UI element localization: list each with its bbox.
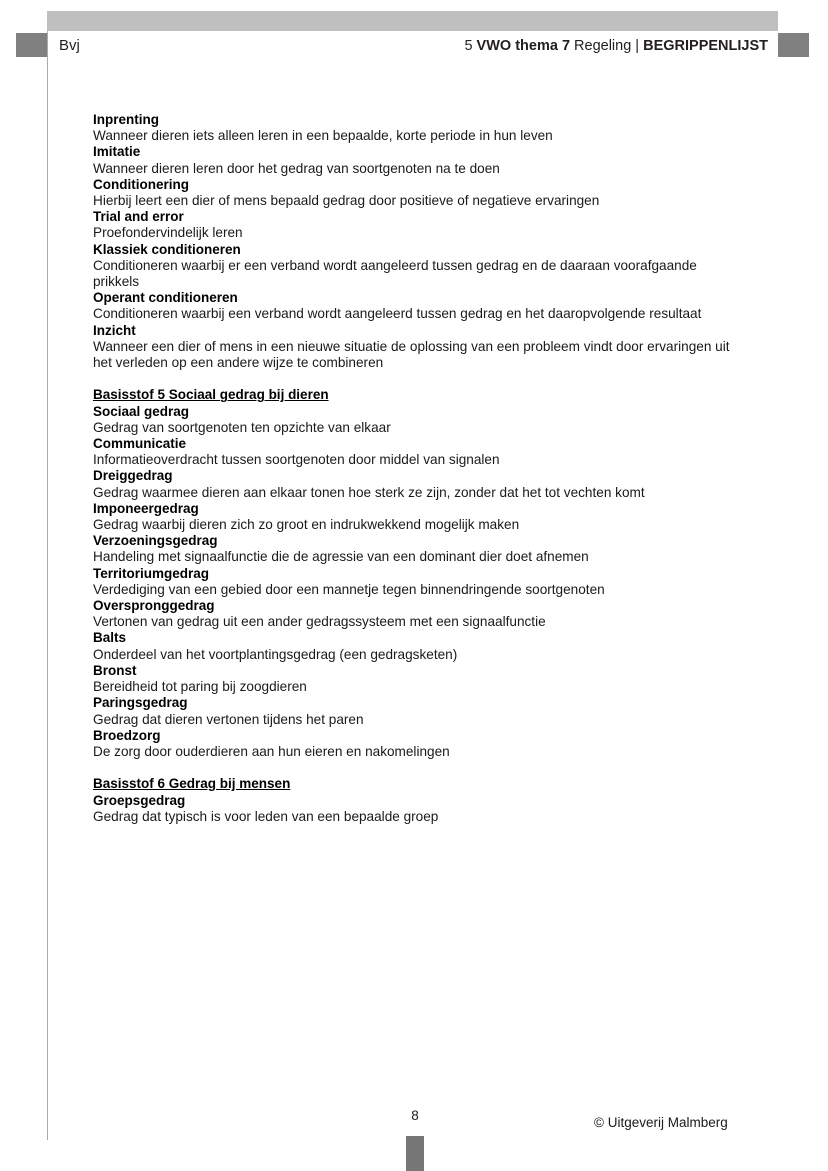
glossary-definition: Vertonen van gedrag uit een ander gedragssysteem met een signaalfunctie	[93, 614, 546, 630]
glossary-term: Sociaal gedrag	[93, 403, 190, 419]
glossary-definition: De zorg door ouderdieren aan hun eieren en nakomelingen	[93, 743, 450, 759]
glossary-term: Inprenting	[93, 112, 159, 127]
glossary-definition: Wanneer dieren iets alleen leren in een bepaalde, korte periode in hun leven	[93, 128, 553, 144]
glossary-definition: Gedrag van soortgenoten ten opzichte van elkaar	[93, 419, 391, 435]
glossary-definition: Informatieoverdracht tussen soortgenoten door middel van signalen	[93, 452, 500, 468]
glossary-definition: Onderdeel van het voortplantingsgedrag (een gedragsketen)	[93, 646, 458, 662]
glossary-definition: Proefondervindelijk leren	[93, 225, 243, 241]
glossary-term: Inzicht	[93, 322, 136, 338]
glossary-term: Bronst	[93, 662, 137, 678]
glossary-term: Conditionering	[93, 176, 189, 192]
page-number: 8	[411, 1108, 419, 1123]
copyright-notice: © Uitgeverij Malmberg	[594, 1115, 728, 1130]
glossary-term: Operant conditioneren	[93, 290, 238, 306]
page-header	[47, 36, 778, 62]
glossary-term: Trial and error	[93, 209, 184, 225]
glossary-definition: Conditioneren waarbij een verband wordt aangeleerd tussen gedrag en het daaropvolgende resultaat	[93, 306, 702, 322]
header-publisher-label: Bvj	[59, 37, 80, 54]
glossary-term: Klassiek conditioneren	[93, 241, 241, 257]
glossary-definition: Gedrag waarmee dieren aan elkaar tonen hoe sterk ze zijn, zonder dat het tot vechten komt	[93, 484, 645, 500]
paragraph-spacer	[93, 371, 738, 387]
header-title-doctype: BEGRIPPENLIJST	[643, 38, 768, 54]
header-corner-block-right	[778, 33, 809, 57]
header-title-subject: Regeling |	[570, 38, 644, 54]
glossary-definition: Gedrag dat dieren vertonen tijdens het paren	[93, 711, 364, 727]
glossary-definition: Wanneer een dier of mens in een nieuwe situatie de oplossing van een probleem vindt door ervaringen uit het verleden op een andere wijze te combineren	[93, 338, 730, 371]
glossary-definition: Gedrag waarbij dieren zich zo groot en indrukwekkend mogelijk maken	[93, 517, 520, 533]
glossary-content	[93, 112, 738, 825]
page-spine-rule	[47, 31, 48, 1140]
header-title-grade: 5	[464, 38, 477, 54]
glossary-term: Imponeergedrag	[93, 500, 199, 516]
section-heading: Basisstof 5 Sociaal gedrag bij dieren	[93, 387, 329, 403]
header-title-theme: VWO thema 7	[476, 38, 571, 54]
glossary-term: Paringsgedrag	[93, 695, 188, 711]
glossary-term: Balts	[93, 630, 127, 646]
glossary-term: Verzoeningsgedrag	[93, 533, 218, 549]
footer-decorative-block	[406, 1136, 424, 1171]
glossary-definition: Bereidheid tot paring bij zoogdieren	[93, 679, 307, 695]
glossary-term: Broedzorg	[93, 727, 161, 743]
glossary-definition: Gedrag dat typisch is voor leden van een bepaalde groep	[93, 808, 439, 824]
glossary-term: Communicatie	[93, 436, 187, 452]
glossary-term: Overspronggedrag	[93, 598, 215, 614]
section-heading: Basisstof 6 Gedrag bij mensen	[93, 776, 291, 792]
header-title	[464, 36, 768, 56]
glossary-definition: Hierbij leert een dier of mens bepaald gedrag door positieve of negatieve ervaringen	[93, 193, 600, 209]
glossary-term: Territoriumgedrag	[93, 565, 210, 581]
glossary-term: Groepsgedrag	[93, 792, 186, 808]
glossary-term: Imitatie	[93, 144, 141, 160]
header-corner-block-left	[16, 33, 47, 57]
glossary-definition: Handeling met signaalfunctie die de agressie van een dominant dier doet afnemen	[93, 549, 589, 565]
paragraph-spacer	[93, 760, 738, 776]
glossary-definition: Verdediging van een gebied door een mannetje tegen binnendringende soortgenoten	[93, 581, 605, 597]
header-decorative-bar	[47, 11, 778, 31]
glossary-term: Dreiggedrag	[93, 468, 173, 484]
glossary-definition: Conditioneren waarbij er een verband wordt aangeleerd tussen gedrag en de daaraan voorafgaande prikkels	[93, 257, 697, 290]
glossary-definition: Wanneer dieren leren door het gedrag van soortgenoten na te doen	[93, 160, 500, 176]
